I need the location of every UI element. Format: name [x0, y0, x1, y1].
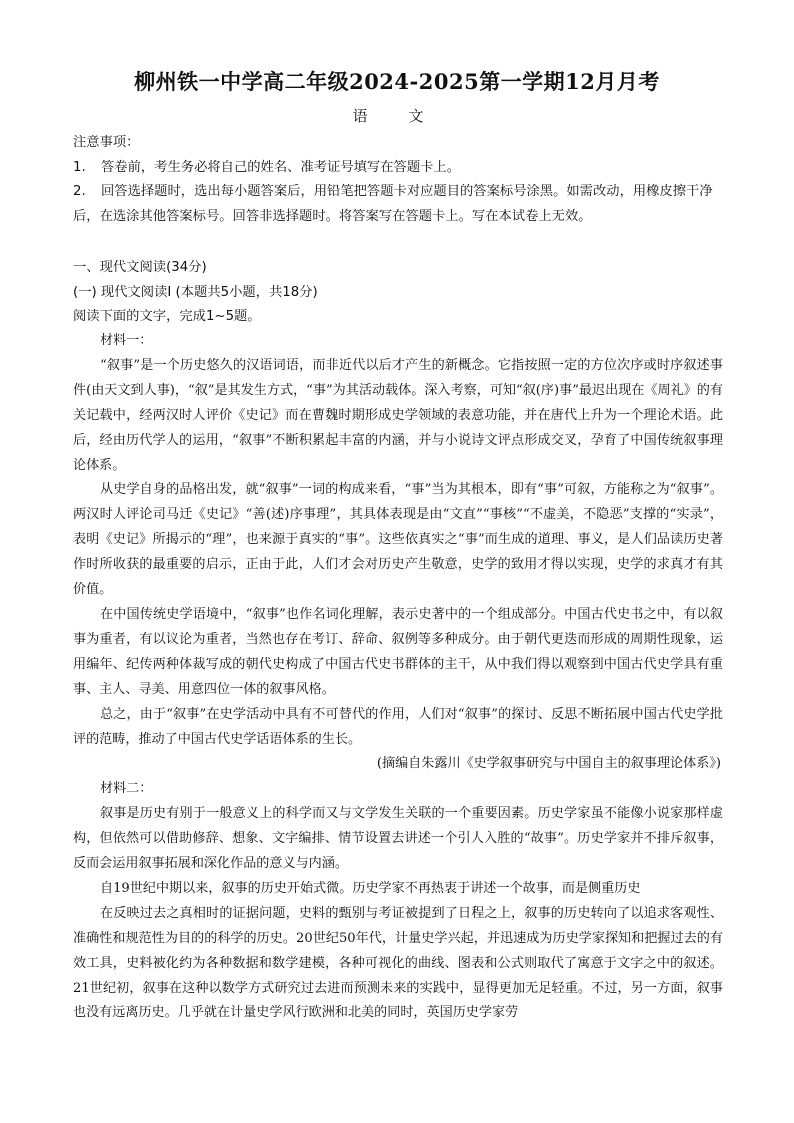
section-instruction: 阅读下面的文字，完成1~5题。: [73, 309, 261, 324]
notice-item-number: 1.: [73, 159, 86, 175]
paragraph: “叙事”是一个历史悠久的汉语词语，而非近代以后才产生的新概念。它指按照一定的方位次序或时序叙述事件(由天文到人事)，“叙”是其发生方式，“事”为其活动载体。深入考察，可知“叙(序)事”最迟出现在《周礼》的有关记载中，经两汉时人评价《史记》而在曹魏时期形成史学领域的表意功能，并在唐代上升为一个理论术语。此后，经由历代学人的运用，“叙事”不断积累起丰富的内涵，并与小说诗文评点形成交叉，孕育了中国传统叙事理论体系。: [73, 357, 723, 473]
material-1-source: (摘编自朱露川《史学叙事研究与中国自主的叙事理论体系》): [376, 756, 721, 772]
paragraph: 总之，由于“叙事”在史学活动中具有不可替代的作用，人们对“叙事”的探讨、反思不断拓展中国古代史学批评的范畴，推动了中国古代史学话语体系的生长。: [73, 706, 723, 747]
notice-item: [73, 156, 723, 181]
notice-item: [73, 180, 723, 229]
paragraph: 在反映过去之真相时的证据问题，史料的甄别与考证被提到了日程之上，叙事的历史转向了以追求客观性、准确性和规范性为目的的科学的历史。20世纪50年代，计量史学兴起，并迅速成为历史学家探知和把握过去的有效工具，史料被化约为各种数据和数学建模，各种可视化的曲线、图表和公式则取代了寓意于文字之中的叙述。21世纪初，叙事在这种以数学方式研究过去进而预测未来的实践中，显得更加无足轻重。不过，另一方面，叙事也没有远离历史。几乎就在计量史学风行欧洲和北美的同时，英国历史学家劳: [73, 905, 723, 1021]
section-part-title: 一、现代文阅读(34分): [73, 260, 207, 275]
subject-label: 语 文: [352, 107, 442, 125]
reading-passage: [73, 329, 723, 1026]
notice-heading: 注意事项：: [73, 135, 140, 150]
section-header: [73, 256, 723, 330]
notice-block: [73, 131, 723, 229]
exam-title: 柳州铁一中学高二年级2024-2025第一学期12月月考: [134, 69, 660, 94]
notice-item-text: 回答选择题时，选出每小题答案后，用铅笔把答题卡对应题目的答案标号涂黑。如需改动，用橡皮擦干净后，在选涂其他答案标号。回答非选择题时。将答案写在答题卡上。写在本试卷上无效。: [73, 184, 713, 224]
notice-item-text: 答卷前，考生务必将自己的姓名、准考证号填写在答题卡上。: [101, 159, 461, 175]
paragraph: 自19世纪中期以来，叙事的历史开始式微。历史学家不再热衷于讲述一个故事，而是侧重历史: [100, 880, 641, 896]
section-sub-title: (一) 现代文阅读Ⅰ (本题共5小题，共18分): [73, 284, 318, 300]
paragraph: 叙事是历史有别于一般意义上的科学而又与文学发生关联的一个重要因素。历史学家虽不能像小说家那样虚构，但依然可以借助修辞、想象、文字编排、情节设置去讲述一个引人入胜的“故事”。历史学家并不排斥叙事，反而会运用叙事拓展和深化作品的意义与内涵。: [73, 806, 723, 872]
material-1-label: 材料一：: [100, 333, 153, 348]
paragraph: 在中国传统史学语境中，“叙事”也作名词化理解，表示史著中的一个组成部分。中国古代史书之中，有以叙事为重者，有以议论为重者，当然也存在考订、辞命、叙例等多种成分。由于朝代更迭而形成的周期性现象，运用编年、纪传两种体裁写成的朝代史构成了中国古代史书群体的主干，从中我们得以观察到中国古代史学具有重事、主人、寻美、用意四位一体的叙事风格。: [73, 606, 723, 697]
notice-item-number: 2.: [73, 184, 86, 199]
material-2-label: 材料二：: [100, 781, 153, 797]
paragraph: 从史学自身的品格出发，就“叙事”一词的构成来看，“事”当为其根本，即有“事”可叙，方能称之为“叙事”。两汉时人评论司马迁《史记》“善(述)序事理”，其具体表现是由“文直”“事核”“不虚美，不隐恶”支撑的“实录”，表明《史记》所揭示的“理”，也来源于真实的“事”。这些依真实之“事”而生成的道理、事义，是人们品读历史著作时所收获的最重要的启示，正由于此，人们才会对历史产生敬意，史学的致用才得以实现，史学的求真才有其价值。: [73, 482, 723, 598]
